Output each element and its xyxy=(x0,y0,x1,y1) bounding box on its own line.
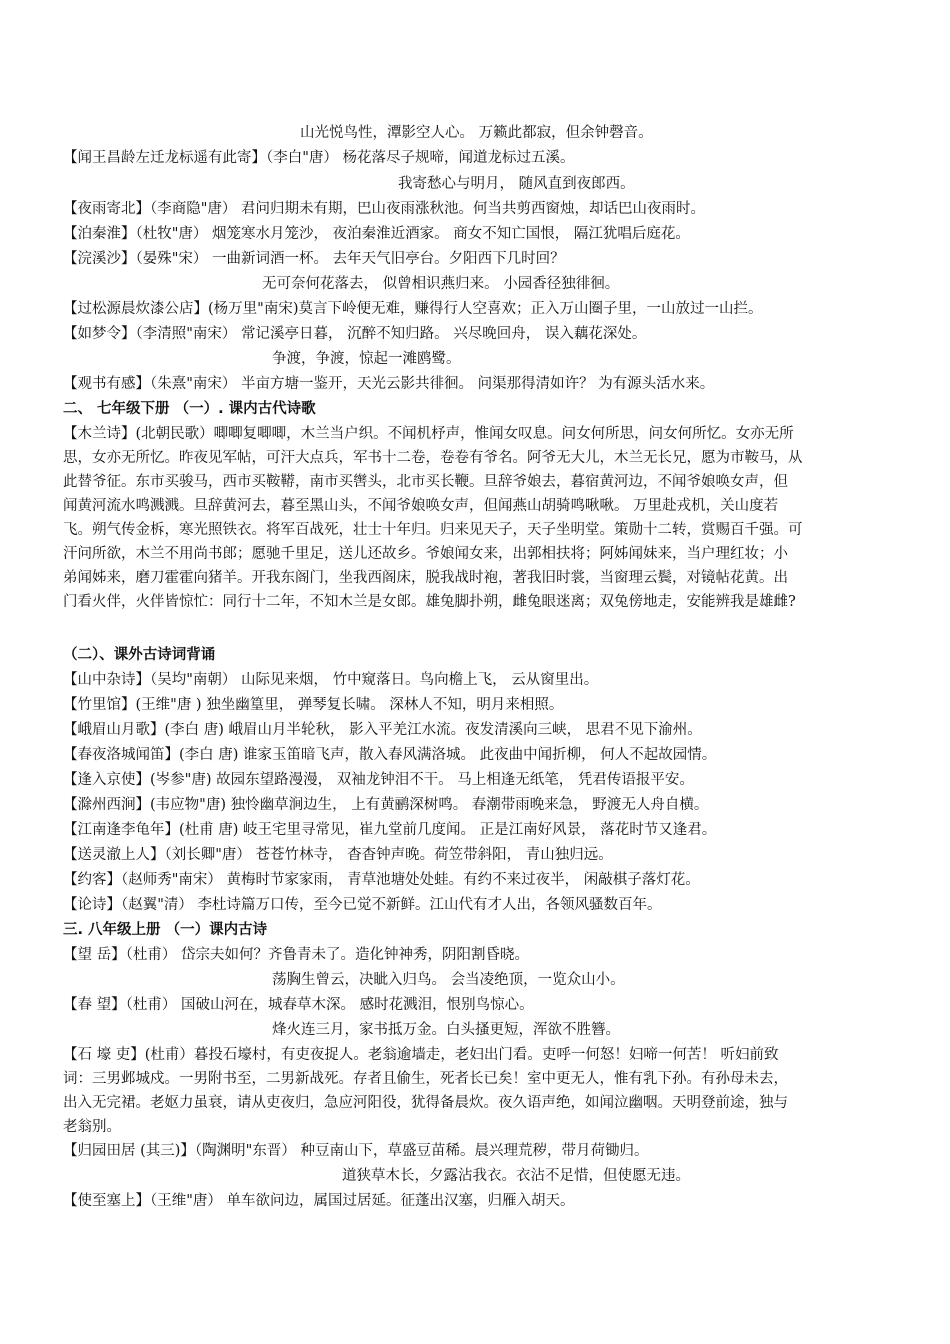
text-line: 词：三男邺城戍。一男附书至，二男新战死。存者且偷生，死者长已矣！室中更无人，惟有乳下孙。有孙母未去， xyxy=(63,1071,788,1087)
text-line: 道狭草木长，夕露沾我衣。衣沾不足惜，但使愿无违。 xyxy=(342,1168,690,1184)
text-line: 争渡，争渡，惊起一滩鸥鹭。 xyxy=(272,351,461,367)
text-line: 【春 望】（杜甫） 国破山河在，城春草木深。 感时花溅泪，恨别鸟惊心。 xyxy=(63,997,534,1013)
text-line: 无可奈何花落去， 似曾相识燕归来。 小园香径独徘徊。 xyxy=(262,276,620,292)
text-line: 【竹里馆】(王维"唐 ) 独坐幽篁里， 弹琴复长啸。 深林人不知，明月来相照。 xyxy=(63,697,564,713)
text-line: 【望 岳】（杜甫） 岱宗夫如何？齐鲁青未了。造化钟神秀，阴阳割昏晓。 xyxy=(63,947,529,963)
text-line: 门看火伴，火伴皆惊忙：同行十二年，不知木兰是女郎。雄兔脚扑朔，雌兔眼迷离；双兔傍地走，安能辨我是雄雌? xyxy=(63,594,796,610)
text-line: 【观书有感】（朱熹"南宋） 半亩方塘一鉴开，天光云影共徘徊。 问渠那得清如许？ 为有源头活水来。 xyxy=(63,376,715,392)
text-line: 【过松源晨炊漆公店】(杨万里"南宋)莫言下岭便无难，赚得行人空喜欢；正入万山圈子里，一山放过一山拦。 xyxy=(63,301,763,317)
text-line: 我寄愁心与明月， 随风直到夜郎西。 xyxy=(398,176,635,192)
text-line: 老翁别。 xyxy=(63,1119,121,1135)
text-line: 【石 壕 吏】(杜甫）暮投石壕村，有吏夜捉人。老翁逾墙走，老妇出门看。吏呼一何怒！妇啼一何苦！ 听妇前致 xyxy=(63,1047,779,1063)
text-line: 山光悦鸟性，潭影空人心。 万籁此都寂，但余钟磬音。 xyxy=(300,125,653,141)
text-line: 【使至塞上】（王维"唐） 单车欲问边，属国过居延。征蓬出汉塞，归雁入胡天。 xyxy=(63,1193,575,1209)
text-line: 【夜雨寄北】（李商隐"唐） 君问归期未有期，巴山夜雨涨秋池。何当共剪西窗烛，却话巴山夜雨时。 xyxy=(63,201,706,217)
text-line: 【泊秦淮】（杜牧"唐） 烟笼寒水月笼沙， 夜泊秦淮近酒家。 商女不知亡国恨， 隔江犹唱后庭花。 xyxy=(63,226,690,242)
text-line: 汗问所欲，木兰不用尚书郎；愿驰千里足，送儿还故乡。爷娘闻女来，出郭相扶将；阿姊闻妹来，当户理红妆；小 xyxy=(63,546,788,562)
text-line: 【送灵澈上人】（刘长卿"唐） 苍苍竹林寺， 杳杳钟声晚。荷笠带斜阳， 青山独归远。 xyxy=(63,847,613,863)
text-line: 出入无完裙。老妪力虽衰，请从吏夜归，急应河阳役，犹得备晨炊。夜久语声绝，如闻泣幽咽。天明登前途，独与 xyxy=(63,1095,788,1111)
text-line: 弟闻姊来，磨刀霍霍向猪羊。开我东阁门，坐我西阁床，脱我战时袍，著我旧时裳，当窗理云鬓，对镜帖花黄。出 xyxy=(63,570,788,586)
text-line: 【逢入京使】(岑参"唐) 故园东望路漫漫， 双袖龙钟泪不干。 马上相逢无纸笔， 凭君传语报平安。 xyxy=(63,772,694,788)
text-line: 【山中杂诗】（吴均"南朝） 山际见来烟， 竹中窥落日。鸟向檐上飞， 云从窗里出。 xyxy=(63,672,599,688)
text-line: 【春夜洛城闻笛】(李白 唐) 谁家玉笛暗飞声，散入春风满洛城。 此夜曲中闻折柳， 何人不起故园情。 xyxy=(63,747,717,763)
text-line: 思，女亦无所忆。昨夜见军帖，可汗大点兵，军书十二卷，卷卷有爷名。阿爷无大儿，木兰无长兄，愿为市鞍马，从 xyxy=(63,450,803,466)
text-line: 【如梦令】（李清照"南宋） 常记溪亭日暮， 沉醉不知归路。 兴尽晚回舟， 误入藕花深处。 xyxy=(63,326,647,342)
text-line: 此替爷征。东市买骏马，西市买鞍鞯，南市买辔头，北市买长鞭。旦辞爷娘去，暮宿黄河边，不闻爷娘唤女声，但 xyxy=(63,474,788,490)
text-line: 【浣溪沙】（晏殊"宋） 一曲新词酒一杯。 去年天气旧亭台。夕阳西下几时回？ xyxy=(63,251,565,267)
text-line: （二）、课外古诗词背诵 xyxy=(63,647,216,663)
text-line: 闻黄河流水鸣溅溅。旦辞黄河去，暮至黑山头，不闻爷娘唤女声，但闻燕山胡骑鸣啾啾。 万里赴戎机，关山度若 xyxy=(63,498,779,514)
text-line: 烽火连三月，家书抵万金。白头搔更短，浑欲不胜簪。 xyxy=(272,1022,620,1038)
text-line: 【滁州西涧】(韦应物"唐) 独怜幽草涧边生， 上有黄鹂深树鸣。 春潮带雨晚来急， 野渡无人舟自横。 xyxy=(63,797,709,813)
text-line: 二、 七年级下册 （一）. 课内古代诗歌 xyxy=(63,401,316,417)
text-line: 【论诗】（赵翼"清） 李杜诗篇万口传，至今已觉不新鲜。江山代有才人出，各领风骚数百年。 xyxy=(63,897,662,913)
text-line: 三. 八年级上册 （一）课内古诗 xyxy=(63,922,268,938)
text-line: 【闻王昌龄左迁龙标遥有此寄】（李白"唐） 杨花落尽子规啼，闻道龙标过五溪。 xyxy=(63,150,575,166)
text-line: 飞。朔气传金柝，寒光照铁衣。将军百战死，壮士十年归。归来见天子，天子坐明堂。策勋十二转，赏赐百千强。可 xyxy=(63,522,803,538)
text-line: 【木兰诗】(北朝民歌）唧唧复唧唧，木兰当户织。不闻机杼声，惟闻女叹息。问女何所思，问女何所忆。女亦无所 xyxy=(63,426,794,442)
text-line: 【江南逢李龟年】(杜甫 唐) 岐王宅里寻常见，崔九堂前几度闻。 正是江南好风景， 落花时节又逢君。 xyxy=(63,822,717,838)
text-line: 荡胸生曾云，决眦入归鸟。 会当凌绝顶，一览众山小。 xyxy=(272,972,625,988)
text-line: 【峨眉山月歌】(李白 唐) 峨眉山月半轮秋， 影入平羌江水流。夜发清溪向三峡， 思君不见下渝州。 xyxy=(63,722,702,738)
text-line: 【约客】（赵师秀"南宋） 黄梅时节家家雨， 青草池塘处处蛙。有约不来过夜半， 闲敲棋子落灯花。 xyxy=(63,872,700,888)
text-line: 【归园田居 (其三)】（陶渊明"东晋） 种豆南山下，草盛豆苗稀。晨兴理荒秽，带月荷锄归。 xyxy=(63,1143,649,1159)
